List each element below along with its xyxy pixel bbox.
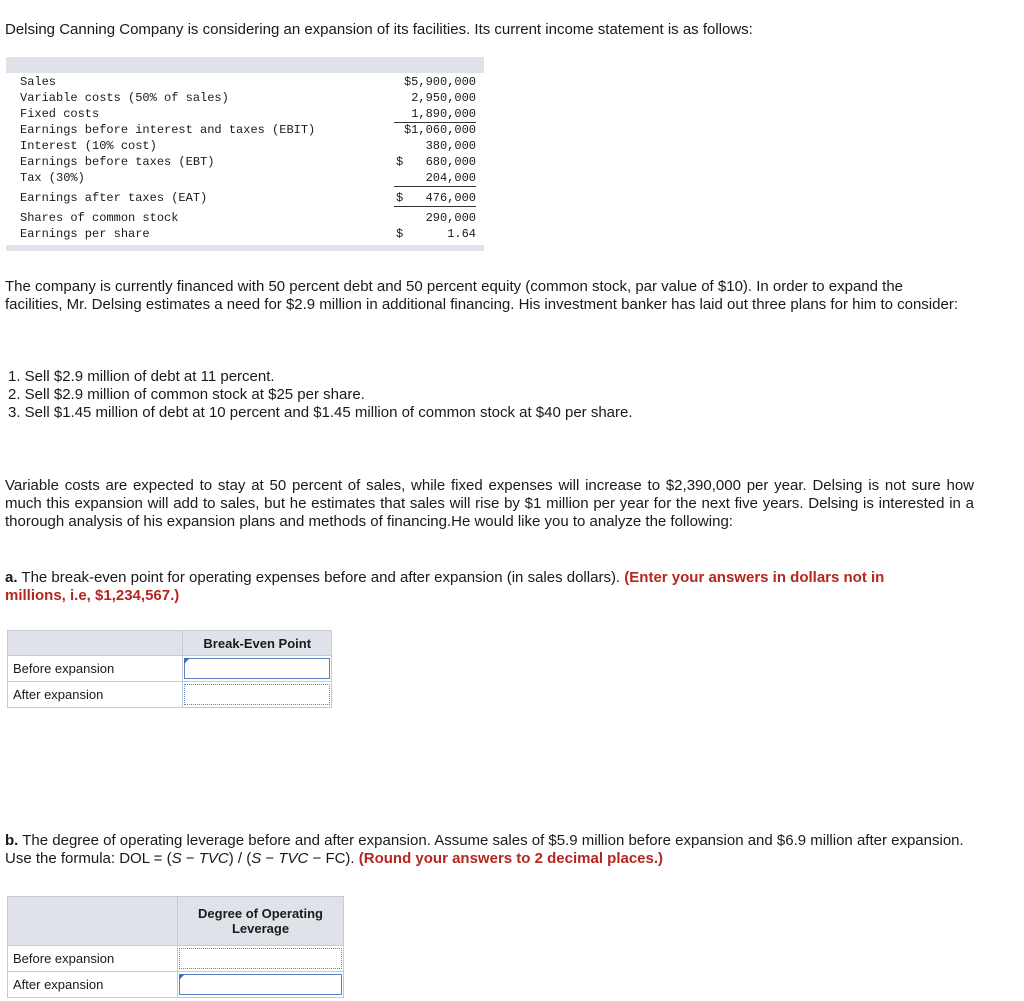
formula-mid: ) / ( — [228, 850, 252, 867]
expansion-paragraph: Variable costs are expected to stay at 50 percent of sales, while fixed expenses will increase to $2,390,000 per year. Delsing is not sure how much this expansion will add to sales, but he estimates that sales will rise by $1 million per year for the next five years. Delsing is interested in a thorough analysis of his expansion plans and methods of financing.He would like you to analyze the following: — [5, 477, 974, 530]
statement-row-label: Earnings per share — [20, 227, 150, 241]
statement-row — [6, 190, 484, 206]
statement-row-value: 1,890,000 — [394, 107, 476, 123]
statement-row-label: Variable costs (50% of sales) — [20, 91, 229, 105]
statement-row — [6, 74, 484, 90]
formula-minus: − — [181, 850, 199, 867]
statement-row — [6, 210, 484, 226]
question-a-instruction: (Enter your answers in dollars not in millions, i.e, $1,234,567.) — [5, 569, 885, 604]
row-label-after-expansion: After expansion — [8, 972, 178, 998]
statement-row-value: 290,000 — [425, 211, 476, 225]
financing-plans-list — [8, 368, 633, 422]
statement-row-dollar-sign: $ — [396, 155, 404, 169]
formula-minus: − — [261, 850, 279, 867]
dol-header: Degree of Operating Leverage — [178, 897, 344, 946]
statement-row — [6, 122, 484, 138]
table-header-blank — [8, 897, 178, 946]
statement-row-value: 2,950,000 — [411, 91, 476, 105]
statement-row-value: $5,900,000 — [403, 75, 476, 89]
break-even-table — [7, 630, 332, 708]
table-header-blank — [8, 631, 183, 656]
statement-row-label: Earnings before taxes (EBT) — [20, 155, 215, 169]
statement-row-label: Fixed costs — [20, 107, 100, 121]
statement-row — [6, 154, 484, 170]
statement-bottom-bar — [6, 245, 484, 251]
statement-row-value: 1.64 — [447, 227, 476, 241]
plan-item: 1. Sell $2.9 million of debt at 11 percent. — [8, 368, 275, 385]
statement-row-dollar-sign: $ — [396, 227, 404, 241]
plan-item: 3. Sell $1.45 million of debt at 10 percent and $1.45 million of common stock at $40 per share. — [8, 404, 633, 421]
question-b-instruction: (Round your answers to 2 decimal places.) — [358, 850, 664, 867]
financing-paragraph: The company is currently financed with 50 percent debt and 50 percent equity (common stock, par value of $10). In order to expand the facilities, Mr. Delsing estimates a need for $2.9 million in additional financing. His investment banker has laid out three plans for him to consider: — [5, 278, 958, 313]
question-b-text: The degree of operating leverage before and after expansion. Assume sales of $5.9 million before expansion and $6.9 million after expansion. Use the formula: DOL = ( — [5, 832, 964, 867]
question-a — [5, 569, 944, 605]
statement-row — [6, 226, 484, 242]
break-even-header: Break-Even Point — [183, 631, 332, 656]
break-even-after-input[interactable] — [184, 684, 330, 705]
formula-tvc: TVC — [198, 850, 229, 867]
intro-text: Delsing Canning Company is considering an expansion of its facilities. Its current income statement is as follows: — [5, 21, 753, 38]
statement-row-dollar-sign: $ — [396, 191, 404, 205]
statement-row — [6, 170, 484, 186]
plan-item: 2. Sell $2.9 million of common stock at $25 per share. — [8, 386, 365, 403]
statement-row — [6, 106, 484, 122]
row-label-after-expansion: After expansion — [8, 682, 183, 708]
question-a-label: a. — [5, 569, 18, 586]
statement-row-label: Shares of common stock — [20, 211, 179, 225]
statement-row-label: Earnings before interest and taxes (EBIT) — [20, 123, 316, 137]
statement-row — [6, 90, 484, 106]
statement-row — [6, 138, 484, 154]
break-even-before-input[interactable] — [184, 658, 330, 679]
question-b-label: b. — [5, 832, 19, 849]
statement-row-value: 476,000 — [394, 191, 476, 207]
statement-row-value: $1,060,000 — [403, 123, 476, 137]
row-label-before-expansion: Before expansion — [8, 946, 178, 972]
statement-row-label: Earnings after taxes (EAT) — [20, 191, 208, 205]
row-label-before-expansion: Before expansion — [8, 656, 183, 682]
dol-before-input[interactable] — [179, 948, 342, 969]
question-a-text: The break-even point for operating expenses before and after expansion (in sales dollars). — [17, 569, 625, 586]
statement-row-label: Interest (10% cost) — [20, 139, 157, 153]
statement-row-value: 204,000 — [394, 171, 476, 187]
question-b — [5, 832, 974, 868]
statement-row-value: 680,000 — [425, 155, 476, 169]
income-statement — [6, 57, 484, 251]
statement-row-label: Tax (30%) — [20, 171, 85, 185]
formula-tvc: TVC — [278, 850, 309, 867]
statement-row-label: Sales — [20, 75, 57, 89]
statement-top-bar — [6, 57, 484, 73]
formula-end: − FC). — [308, 850, 359, 867]
dol-table — [7, 896, 344, 998]
formula-s: S — [171, 850, 182, 867]
dol-after-input[interactable] — [179, 974, 342, 995]
statement-row-value: 380,000 — [425, 139, 476, 153]
formula-s: S — [251, 850, 262, 867]
